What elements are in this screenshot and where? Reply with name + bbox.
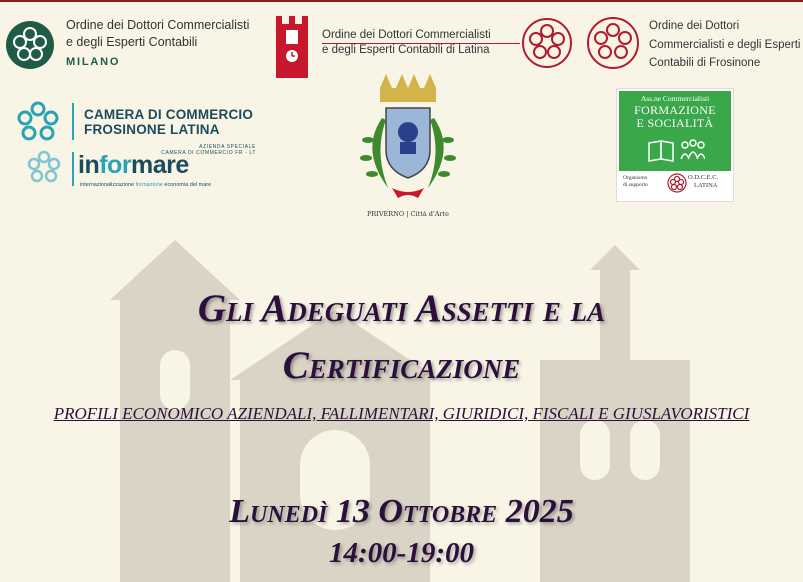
cciaa-divider	[72, 103, 74, 140]
priverno-crest-icon	[352, 70, 464, 206]
cciaa-name	[84, 107, 253, 137]
cciaa-line2: FROSINONE LATINA	[84, 122, 220, 137]
odcec-latina-label	[688, 174, 718, 190]
odc-milano-emblem-icon	[5, 20, 55, 70]
informare-emblem-icon	[26, 150, 62, 184]
odc-latina-line2: e degli Esperti Contabili di Latina	[322, 44, 490, 56]
formazione-green-panel	[619, 91, 731, 171]
odc-frosinone-name	[649, 17, 800, 73]
odc-latina-emblem-icon	[521, 17, 573, 69]
informare-sub-line1: AZIENDA SPECIALE	[199, 144, 256, 150]
informare-word-a: in	[78, 151, 100, 179]
event-time: 14:00-19:00	[329, 537, 474, 569]
odcec-line1: O.D.C.E.C.	[688, 174, 719, 181]
event-title-line2: Certificazione	[282, 344, 521, 387]
cciaa-line1: CAMERA DI COMMERCIO	[84, 107, 254, 122]
informare-word-c: mare	[131, 151, 189, 179]
formazione-title1: FORMAZIONE	[634, 103, 716, 117]
top-border	[0, 0, 803, 2]
informare-sub-line2: CAMERA DI COMMERCIO FR - LT	[161, 149, 256, 156]
formazione-support-label	[623, 175, 648, 188]
cciaa-emblem-icon	[14, 100, 62, 144]
informare-word-b: for	[99, 151, 132, 179]
odc-milano-line2: e degli Esperti Contabili	[66, 35, 198, 49]
formazione-org-line1: Organismo	[623, 175, 648, 181]
formazione-association: Ass.ne Commercialisti	[640, 94, 710, 103]
event-subtitle: PROFILI ECONOMICO AZIENDALI, FALLIMENTARI, GIURIDICI, FISCALI E GIUSLAVORISTICI	[53, 404, 750, 423]
informare-wordmark	[78, 151, 189, 180]
odcec-latina-emblem-icon	[667, 173, 687, 193]
informare-tagline	[80, 182, 211, 188]
odc-frosinone-emblem-icon	[586, 16, 640, 70]
odc-frosinone-line3: Contabili di Frosinone	[649, 57, 761, 69]
odc-milano-name	[66, 17, 249, 51]
odcec-line2: LATINA	[694, 182, 718, 189]
latina-tower-icon	[274, 12, 310, 78]
formazione-org-line2: di supporto	[623, 181, 648, 188]
informare-tagline-a: internazionalizzazione	[80, 182, 136, 188]
odc-milano-line1: Ordine dei Dottori Commercialisti	[66, 18, 250, 32]
formazione-title2: E SOCIALITÀ	[636, 116, 714, 130]
priverno-caption: PRIVERNO | Città d'Arte	[367, 210, 449, 218]
informare-tagline-b: formazione	[135, 182, 163, 188]
odc-milano-city: MILANO	[66, 56, 121, 68]
event-title-line1: Gli Adeguati Assetti e la	[197, 287, 606, 330]
book-and-people-icon	[645, 135, 705, 165]
informare-tagline-c: economia del mare	[162, 182, 212, 188]
event-date: Lunedì 13 Ottobre 2025	[229, 493, 574, 530]
odc-frosinone-line2: Commercialisti e degli Esperti	[649, 38, 801, 51]
odc-latina-underline	[322, 43, 520, 44]
informare-divider	[72, 152, 74, 186]
odc-latina-line1: Ordine dei Dottori Commercialisti	[322, 29, 491, 41]
odc-frosinone-line1: Ordine dei Dottori	[649, 20, 740, 32]
